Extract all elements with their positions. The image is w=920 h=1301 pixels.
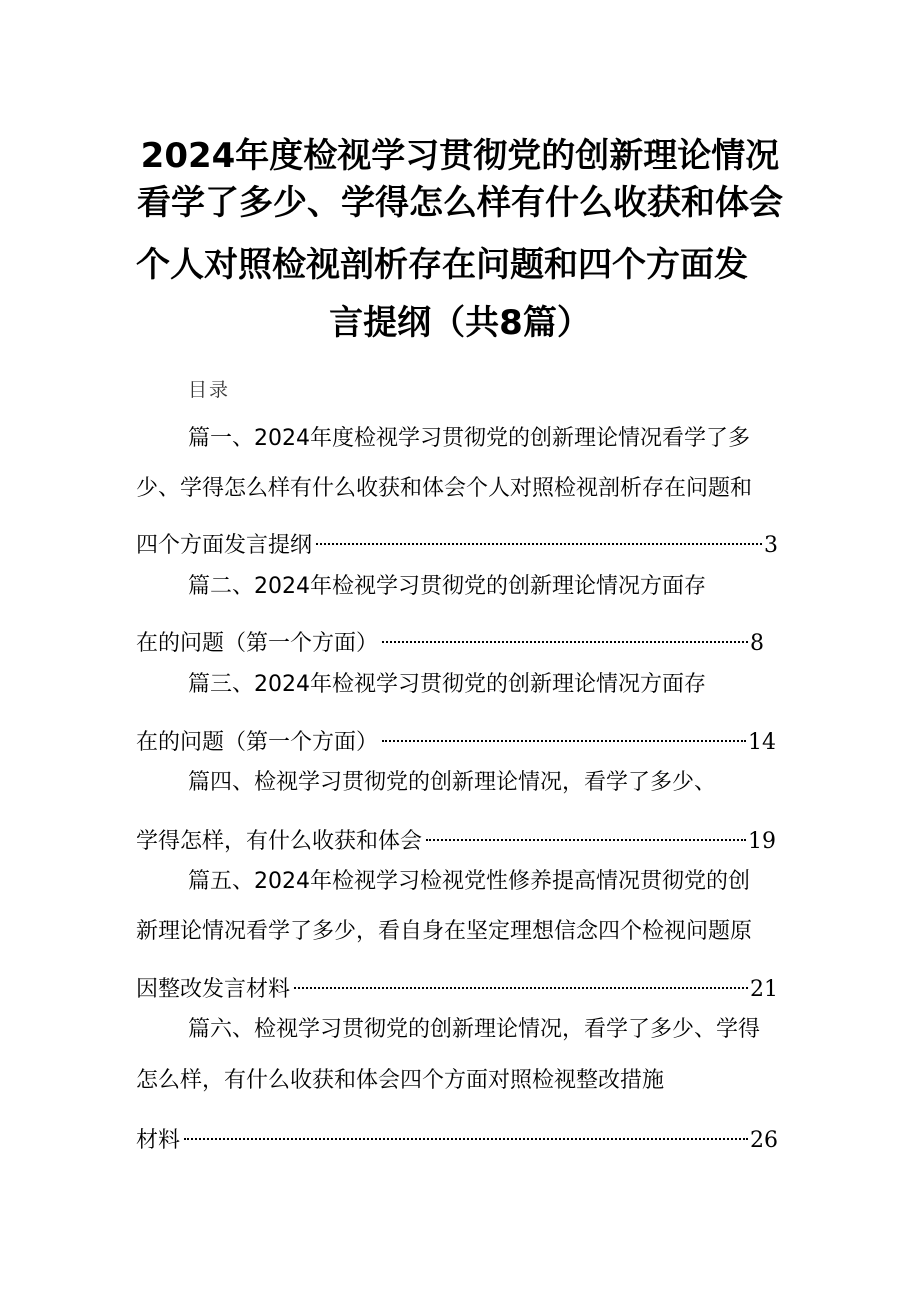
toc-entry-3-line-1: 篇三、2024年检视学习贯彻党的创新理论情况方面存 <box>188 672 706 697</box>
toc-entry-1-line-1: 篇一、2024年度检视学习贯彻党的创新理论情况看学了多 <box>188 426 750 451</box>
toc-entry-4-leader <box>136 818 776 857</box>
toc-entry-3-page: 14 <box>748 730 776 755</box>
toc-entry-5-leader <box>136 966 778 1005</box>
dot-leader <box>382 620 748 650</box>
dot-leader <box>316 522 762 552</box>
toc-entry-6-leader <box>136 1117 778 1156</box>
toc-heading: 目录 <box>188 379 231 401</box>
toc-entry-3-line-2: 在的问题（第一个方面） <box>136 730 379 755</box>
document-title-line-4: 言提纲（共8篇） <box>329 303 591 343</box>
toc-entry-4-line-2: 学得怎样，有什么收获和体会 <box>136 829 423 854</box>
document-title-line-1: 2024年度检视学习贯彻党的创新理论情况 <box>140 136 780 176</box>
toc-entry-1-line-3: 四个方面发言提纲 <box>136 533 313 558</box>
toc-entry-3-leader <box>136 719 776 758</box>
dot-leader <box>294 966 748 996</box>
dot-leader <box>426 818 746 848</box>
toc-entry-5-line-2: 新理论情况看学了多少，看自身在坚定理想信念四个检视问题原 <box>136 919 753 944</box>
toc-entry-4-page: 19 <box>748 829 776 854</box>
toc-entry-5-line-1: 篇五、2024年检视学习检视党性修养提高情况贯彻党的创 <box>188 869 750 894</box>
toc-entry-2-page: 8 <box>750 631 764 656</box>
toc-entry-6-line-2: 怎么样，有什么收获和体会四个方面对照检视整改措施 <box>136 1068 665 1093</box>
toc-entry-6-line-3: 材料 <box>136 1128 181 1153</box>
toc-entry-1-leader <box>136 522 778 561</box>
toc-entry-5-line-3: 因整改发言材料 <box>136 977 291 1002</box>
toc-entry-2-line-2: 在的问题（第一个方面） <box>136 631 379 656</box>
dot-leader <box>184 1117 748 1147</box>
toc-entry-6-page: 26 <box>750 1128 778 1153</box>
document-title-line-3: 个人对照检视剖析存在问题和四个方面发 <box>136 245 748 285</box>
toc-entry-6-line-1: 篇六、检视学习贯彻党的创新理论情况，看学了多少、学得 <box>188 1017 761 1042</box>
dot-leader <box>382 719 746 749</box>
toc-entry-1-line-2: 少、学得怎么样有什么收获和体会个人对照检视剖析存在问题和 <box>136 476 753 501</box>
toc-entry-5-page: 21 <box>750 977 778 1002</box>
toc-entry-1-page: 3 <box>764 533 778 558</box>
toc-entry-2-leader <box>136 620 764 659</box>
toc-entry-2-line-1: 篇二、2024年检视学习贯彻党的创新理论情况方面存 <box>188 574 706 599</box>
toc-entry-4-line-1: 篇四、检视学习贯彻党的创新理论情况，看学了多少、 <box>188 770 717 795</box>
document-title-line-2: 看学了多少、学得怎么样有什么收获和体会 <box>137 183 783 223</box>
